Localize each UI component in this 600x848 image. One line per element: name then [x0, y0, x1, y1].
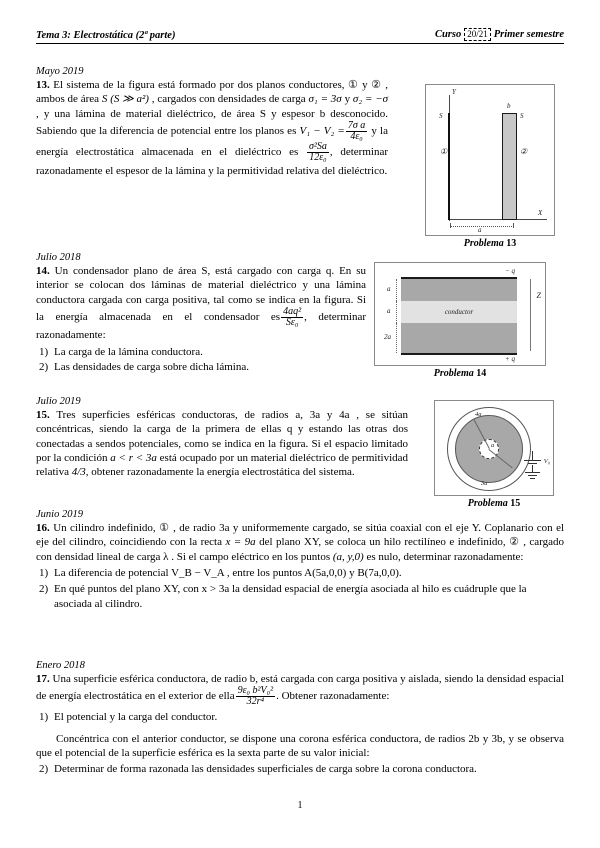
problem-13-text-c: , cargados con densidades de carga [151, 93, 306, 106]
problem-13-sigma2: σ₂ = −σ [352, 93, 389, 106]
problem-13-text [36, 66, 388, 178]
dielectric-slab [502, 113, 517, 220]
problem-17-item-2-body: Determinar de forma razonada las densidades superficiales de carga sobre la corona conductora. [54, 763, 477, 776]
problem-14-month: Julio 2018 [36, 252, 81, 263]
battery-wire-top [532, 451, 533, 460]
battery-plate-long [524, 460, 541, 461]
problem-13-text-b: , ambos de área [36, 79, 388, 106]
figure-14 [374, 262, 546, 366]
fig13-dim-tick-right [513, 223, 514, 228]
problem-13-energy-fraction: $\frac{\text{σ²Sa}}{\text{12ε₀}}$ [308, 141, 327, 164]
figure-14-caption [374, 368, 546, 379]
figure-13-caption-number: 13 [506, 238, 517, 249]
x-axis-line [449, 219, 547, 220]
problem-14-item-2-mark: 2) [39, 361, 49, 374]
problem-13-statement [36, 78, 388, 178]
problem-14-text [36, 252, 366, 375]
fig13-label-b: b [507, 102, 511, 110]
ground-line-1 [525, 472, 540, 473]
fig13-dimension-line [450, 226, 514, 227]
problem-13-and: y [344, 93, 351, 106]
problem-14-item-2-body: Las densidades de carga sobre dicha lámina. [54, 361, 249, 374]
problem-17-text [36, 660, 564, 777]
problem-16-month: Junio 2019 [36, 509, 83, 520]
problem-17-number: 17. [36, 673, 50, 685]
problem-13-text-e: y la energía electrostática almacenada en el dieléctrico es [36, 124, 388, 159]
fig14-conductor-layer [401, 301, 517, 323]
ground-line-2 [528, 475, 537, 476]
problem-17-list-2 [36, 762, 564, 777]
circled-two-icon: ② [371, 79, 382, 91]
fig14-bottom-plate [401, 353, 517, 355]
fig14-label-2a: 2a [384, 333, 391, 341]
problem-15-text-b: está ocupado por un material dieléctrico de permitividad relativa [36, 451, 409, 479]
problem-16-text-d: , cargado con densidad lineal de carga λ . Si el campo eléctrico en los puntos [36, 536, 565, 563]
problem-17-text-a: Una superficie esférica conductora, de radio b, está cargada con carga positiva y aislada, siendo la densidad espacial de energía electrostática en el exterior de ella [36, 673, 564, 703]
figure-15-caption-number: 15 [510, 498, 521, 509]
fig14-label-minus-q: − q [505, 267, 515, 275]
problem-13-potential-lhs: V₁ − V₂ = [299, 124, 345, 137]
problem-15-text [36, 396, 408, 479]
problem-17-text-b: . Obtener razonadamente: [276, 690, 390, 703]
conductor-plane-1 [448, 113, 450, 220]
fig13-label-Y: Y [452, 88, 456, 96]
semester-label: Primer semestre [493, 29, 564, 40]
ground-line-3 [530, 478, 535, 479]
list-item [36, 566, 564, 581]
figure-15-caption [434, 498, 554, 509]
problem-17-month: Enero 2018 [36, 660, 85, 671]
problem-15-condition: a < r < 3a [110, 451, 157, 464]
fig14-dim-bottom [396, 323, 397, 353]
problem-14-text-a: Un condensador plano de área S, está cargado con carga q. En su interior se colocan dos láminas de material dieléctrico y una lámina conductora cargada con carga positiva, tal como se indica en la figura. Si la energía almacenada en el condensador es [36, 265, 366, 323]
problem-17-paragraph: Concéntrica con el anterior conductor, se dispone una corona esférica conductora, de radios 2b y 3b, y se observa que el potencial de la superficie esférica es la sexta parte de su valor inicial: [36, 732, 564, 759]
problem-13-text-a: El sistema de la figura está formado por dos planos conductores, [53, 79, 345, 91]
figure-15-caption-word: Problema [467, 498, 508, 509]
list-item [36, 360, 366, 375]
problem-16-item-1-body: La diferencia de potencial V_B − V_A , entre los puntos A(5a,0,0) y B(7a,0,0). [54, 566, 402, 579]
fig15-label-V0: V₀ [543, 458, 550, 465]
problem-16-number: 16. [36, 522, 50, 534]
fig14-dim-top [396, 279, 397, 301]
fig13-label-a: a [478, 226, 482, 234]
problem-16-item-2-mark: 2) [39, 582, 49, 595]
fig14-z-axis [530, 279, 531, 351]
problem-14-list [36, 345, 366, 376]
problem-17-energy-fraction: $\frac{\text{9ε₀ b²V₀²}}{\text{32r⁴}}$ [237, 685, 274, 708]
problem-16-statement [36, 521, 564, 564]
battery-wire-bottom [532, 465, 533, 472]
problem-16-text-c: del plano XY, se coloca un hilo rectilíneo e indefinido, [259, 536, 506, 549]
problem-17-item-1-body: El potencial y la carga del conductor. [54, 710, 218, 723]
list-item [36, 710, 564, 725]
problem-15-figure-area [434, 400, 554, 509]
problem-13-area-expr: S (S ≫ a²) [101, 93, 149, 106]
figure-13 [425, 84, 555, 236]
problem-15-text-a: Tres superficies esféricas conductoras, de radios a, 3a y 4a , se sitúan concéntricas, siendo la carga de la primera de ellas q y estando las otras dos conectadas a sendos potenciales, como se indica en la figura. Si el espacio limitado por la condición [36, 409, 408, 464]
curso-value-field[interactable]: 20/21 [464, 28, 491, 41]
page-number: 1 [297, 800, 303, 811]
fig13-label-X: X [538, 209, 543, 217]
figure-15 [434, 400, 554, 496]
fig14-label-a-top: a [387, 285, 391, 293]
fig13-plane-1-marker: ① [440, 147, 448, 156]
fig13-dim-tick-left [450, 223, 451, 228]
circled-one-icon: ① [159, 522, 170, 534]
problem-13-figure-area [425, 84, 555, 249]
circled-two-icon: ② [509, 536, 520, 549]
fig14-dielectric-bottom [401, 323, 517, 353]
header-right [435, 28, 564, 41]
problem-14-number: 14. [36, 265, 50, 277]
problem-14-statement [36, 264, 366, 343]
fig14-dielectric-top [401, 279, 517, 301]
list-item [36, 762, 564, 777]
header-title: Tema 3: Electrostática (2ª parte) [36, 30, 176, 41]
problem-13-potential-fraction: $\frac{\text{7σ a}}{\text{4ε₀}}$ [347, 119, 366, 143]
problem-16-text-e: es nulo, determinar razonadamente: [366, 550, 524, 563]
fig15-battery-symbol [521, 451, 547, 481]
figure-13-caption [425, 238, 555, 249]
problem-16-text [36, 509, 564, 611]
problem-16-item-1-mark: 1) [39, 566, 49, 579]
problem-16-item-2-body: En qué puntos del plano XY, con x > 3a la densidad espacial de energía asociada al hilo es cuádruple que la asociada al cilindro. [54, 582, 527, 610]
problem-17-item-1-mark: 1) [39, 710, 49, 723]
fig15-label-4a: 4a [475, 411, 482, 418]
fig13-label-S-left: S [439, 112, 443, 120]
page-header [36, 28, 564, 44]
problem-13-sigma1: σ₁ = 3σ [308, 93, 342, 106]
problem-13-month: Mayo 2019 [36, 66, 84, 77]
problem-17-list-1 [36, 710, 564, 725]
circled-one-icon: ① [348, 79, 359, 91]
problem-14-item-1-mark: 1) [39, 345, 49, 358]
problem-15-statement [36, 408, 408, 479]
fig15-label-3a: 3a [481, 480, 488, 487]
conjunction-y: y [362, 79, 368, 91]
problem-15-epsilon: 4/3 [71, 466, 86, 479]
problem-14-figure-area [374, 262, 546, 379]
problem-16-text-b: , de radio 3a y uniformemente cargado, se sitúa coaxial con el eje Y. Coplanario con el eje del cilindro, coincidiendo con la recta [36, 522, 565, 549]
fig13-plane-2-marker: ② [520, 147, 528, 156]
problem-17-item-2-mark: 2) [39, 763, 49, 776]
curso-label: Curso [434, 29, 462, 40]
problem-15-month: Julio 2019 [36, 396, 81, 407]
problem-16-list [36, 566, 564, 612]
problem-15-number: 15. [36, 409, 50, 421]
problem-16-text-a: Un cilindro indefinido, [53, 522, 156, 534]
figure-13-caption-word: Problema [463, 238, 504, 249]
problem-13-number: 13. [36, 79, 50, 91]
problem-16-point-expr: (a, y,0) [332, 550, 364, 563]
figure-14-caption-word: Problema [433, 368, 474, 379]
fig14-dim-mid [396, 301, 397, 323]
problem-14-text-b: , determinar razonadamente: [36, 310, 366, 342]
list-item [36, 582, 564, 612]
fig15-label-a: a [491, 442, 495, 449]
figure-14-caption-number: 14 [476, 368, 487, 379]
problem-14-item-1-body: La carga de la lámina conductora. [54, 345, 203, 358]
problem-13-text-f: , determinar razonadamente el espesor de la lámina y la permitividad relativa del dieléctrico. [36, 146, 389, 177]
fig13-label-S-right: S [520, 112, 524, 120]
fig14-label-plus-q: + q [505, 355, 515, 363]
problem-15-text-c: , obtener razonadamente la energía electrostática del sistema. [85, 466, 355, 479]
problem-17-statement [36, 672, 564, 708]
fig14-label-Z: Z [536, 291, 541, 300]
problem-14-energy-fraction: $\frac{\text{4aq²}}{\text{Sε₀}}$ [283, 305, 302, 329]
fig14-label-a-mid: a [387, 307, 391, 315]
list-item [36, 345, 366, 360]
problem-16-line-eq: x = 9a [225, 536, 256, 549]
problem-13-text-d: , y una lámina de material dieléctrico, de área S y espesor b desconocido. Sabiendo que la diferencia de potencial entre los planos es [36, 107, 388, 137]
fig14-conductor-label: conductor [444, 308, 474, 316]
